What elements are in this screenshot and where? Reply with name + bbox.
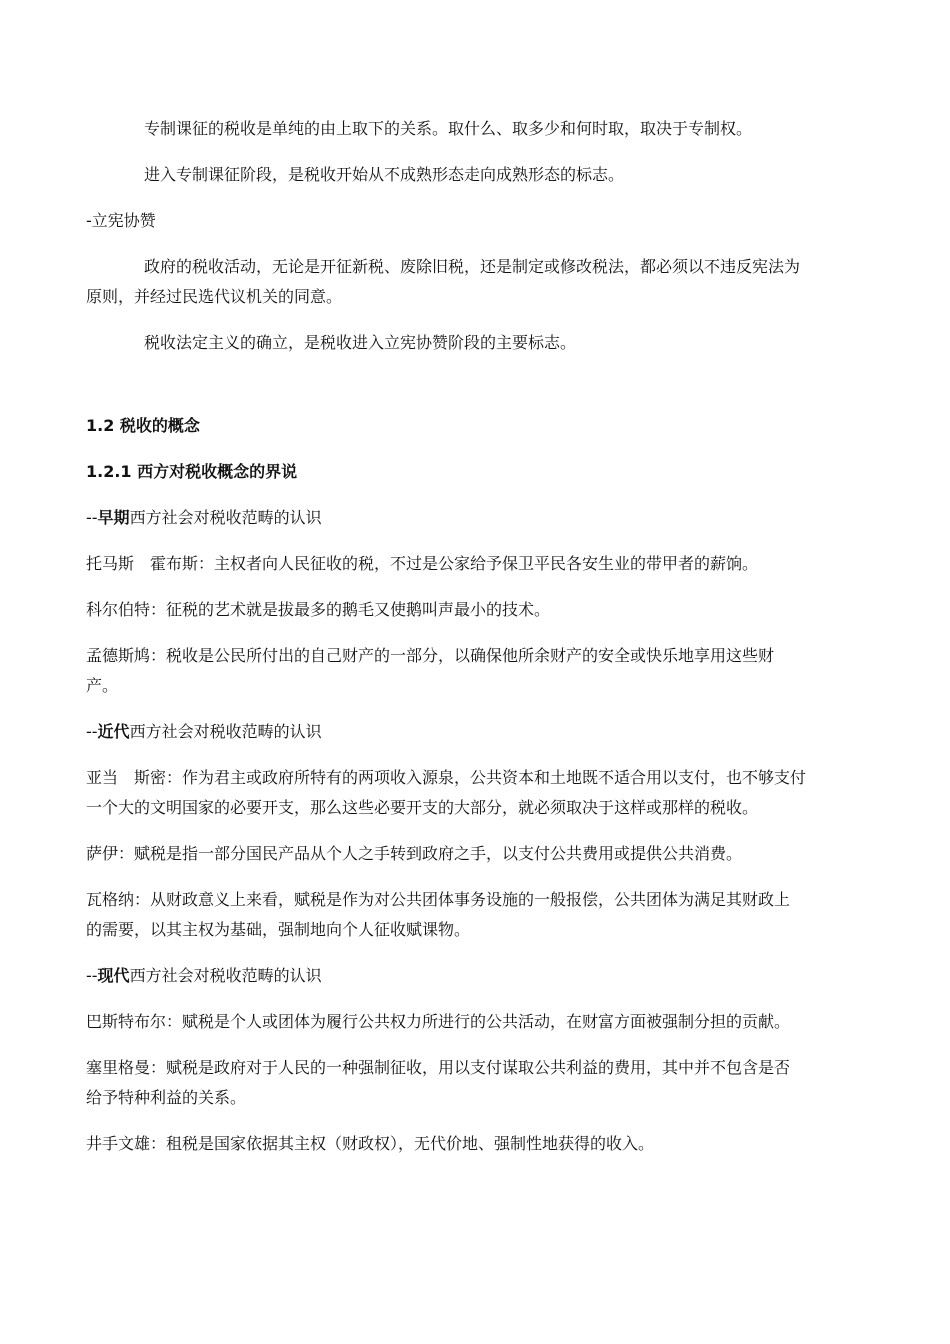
- quote-montesquieu-line2: 产。: [86, 676, 119, 695]
- heading-tax-concept: 1.2 税收的概念: [86, 416, 200, 435]
- quote-smith-line1: 亚当 斯密：作为君主或政府所特有的两项收入源泉，公共资本和土地既不适合用以支付，也不够支付: [86, 768, 807, 787]
- modern-rest: 西方社会对税收范畴的认识: [129, 722, 322, 741]
- quote-colbert: 科尔伯特：征税的艺术就是拔最多的鹅毛又使鹅叫声最小的技术。: [86, 600, 551, 619]
- paragraph-tax-legality: 税收法定主义的确立，是税收进入立宪协赞阶段的主要标志。: [144, 333, 577, 352]
- heading-western-definitions: 1.2.1 西方对税收概念的界说: [86, 462, 298, 481]
- quote-wagner-line1: 瓦格纳：从财政意义上来看，赋税是作为对公共团体事务设施的一般报偿，公共团体为满足其财政上: [86, 890, 791, 909]
- quote-ide: 井手文雄：租税是国家依据其主权（财政权），无代价地、强制性地获得的收入。: [86, 1134, 655, 1153]
- contemporary-prefix: --: [86, 966, 98, 985]
- quote-smith-line2: 一个大的文明国家的必要开支，那么这些必要开支的大部分，就必须取决于这样或那样的税收。: [86, 798, 759, 817]
- quote-seligman-line2: 给予特种利益的关系。: [86, 1088, 247, 1107]
- subsection-constitutional: -立宪协赞: [86, 211, 156, 230]
- quote-hobbes: 托马斯 霍布斯：主权者向人民征收的税，不过是公家给予保卫平民各安生业的带甲者的薪饷。: [86, 554, 759, 573]
- contemporary-period-heading: [86, 961, 878, 991]
- paragraph-government-tax-line2: 原则，并经过民选代议机关的同意。: [86, 287, 343, 306]
- quote-seligman-line1: 塞里格曼：赋税是政府对于人民的一种强制征收，用以支付谋取公共利益的费用，其中并不包含是否: [86, 1058, 791, 1077]
- quote-montesquieu-line1: 孟德斯鸠：税收是公民所付出的自己财产的一部分，以确保他所余财产的安全或快乐地享用这些财: [86, 646, 775, 665]
- early-bold: 早期: [97, 508, 130, 527]
- modern-bold: 近代: [97, 722, 130, 741]
- early-prefix: --: [86, 508, 98, 527]
- quote-bastable: 巴斯特布尔：赋税是个人或团体为履行公共权力所进行的公共活动，在财富方面被强制分担的贡献。: [86, 1012, 791, 1031]
- contemporary-bold: 现代: [97, 966, 130, 985]
- quote-wagner-line2: 的需要，以其主权为基础，强制地向个人征收赋课物。: [86, 920, 471, 939]
- modern-prefix: --: [86, 722, 98, 741]
- quote-say: 萨伊：赋税是指一部分国民产品从个人之手转到政府之手，以支付公共费用或提供公共消费。: [86, 844, 743, 863]
- early-rest: 西方社会对税收范畴的认识: [129, 508, 322, 527]
- paragraph-autocratic-stage: 进入专制课征阶段，是税收开始从不成熟形态走向成熟形态的标志。: [144, 165, 625, 184]
- paragraph-government-tax-line1: 政府的税收活动，无论是开征新税、废除旧税，还是制定或修改税法，都必须以不违反宪法为: [144, 257, 801, 276]
- paragraph-autocratic-levy: 专制课征的税收是单纯的由上取下的关系。取什么、取多少和何时取，取决于专制权。: [144, 119, 753, 138]
- contemporary-rest: 西方社会对税收范畴的认识: [129, 966, 322, 985]
- modern-period-heading: [86, 717, 878, 747]
- early-period-heading: [86, 503, 878, 533]
